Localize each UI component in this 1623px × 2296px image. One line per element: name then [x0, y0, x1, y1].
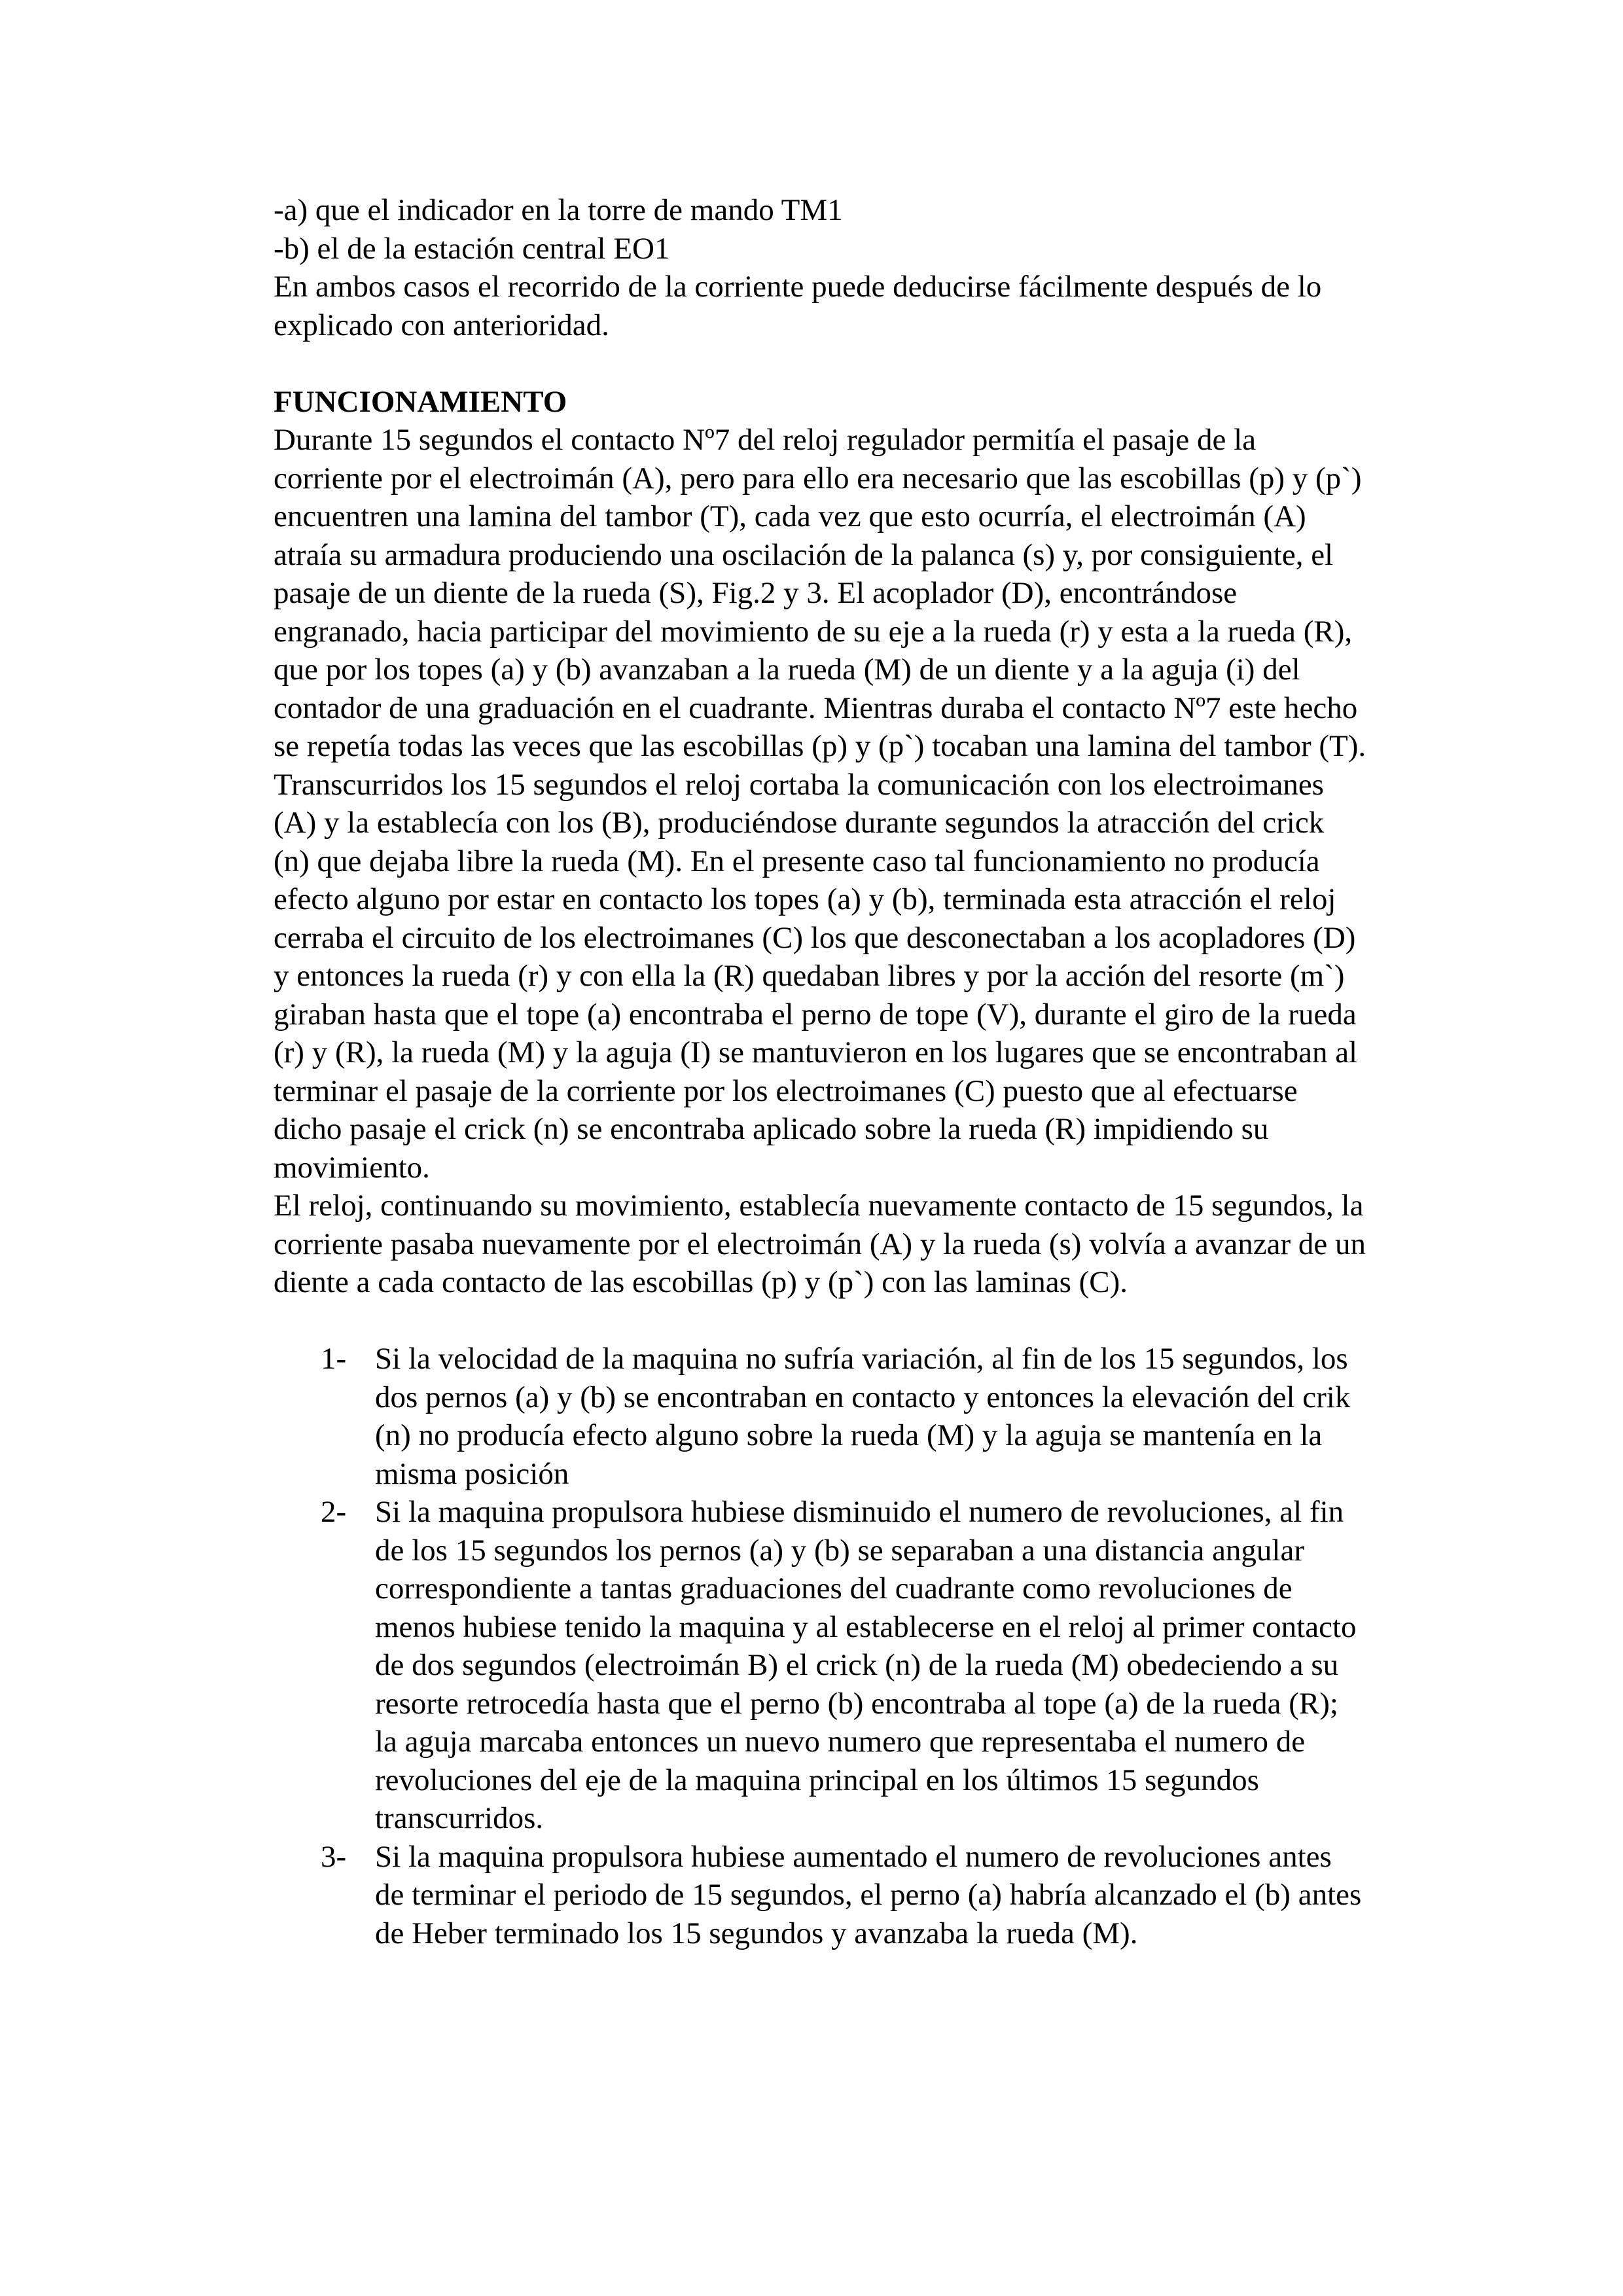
body-paragraph: El reloj, continuando su movimiento, establecía nuevamente contacto de 15 segundos, la corriente pasaba nuevamente por el electroimán (A) y la rueda (s) volvía a avanzar de un diente a cada contacto de las escobillas (p) y (p`) con las laminas (C).: [274, 1189, 1366, 1299]
list-item: [274, 1838, 1366, 1953]
list-item-text: Si la velocidad de la maquina no sufría variación, al fin de los 15 segundos, los dos pernos (a) y (b) se encontraban en contacto y entonces la elevación del crik (n) no producía efecto alguno sobre la rueda (M) y la aguja se mantenía en la misma posición: [375, 1342, 1351, 1491]
intro-line-b: -b) el de la estación central EO1: [274, 231, 670, 266]
list-item-text: Si la maquina propulsora hubiese disminuido el numero de revoluciones, al fin de los 15 segundos los pernos (a) y (b) se separaban a una distancia angular correspondiente a tantas graduaciones del cuadrante como revoluciones de menos hubiese tenido la maquina y al establecerse en el reloj al primer contacto de dos segundos (electroimán B) el crick (n) de la rueda (M) obedeciendo a su resorte retrocedía hasta que el perno (b) encontraba al tope (a) de la rueda (R); la aguja marcaba entonces un nuevo numero que representaba el numero de revoluciones del eje de la maquina principal en los últimos 15 segundos transcurridos.: [375, 1495, 1357, 1835]
intro-paragraph: En ambos casos el recorrido de la corriente puede deducirse fácilmente después de lo explicado con anterioridad.: [274, 270, 1322, 342]
list-item: [274, 1340, 1366, 1493]
document-page: [274, 191, 1366, 1952]
body-paragraph: Durante 15 segundos el contacto Nº7 del reloj regulador permitía el pasaje de la corriente por el electroimán (A), pero para ello era necesario que las escobillas (p) y (p`) encuentren una lamina del tambor (T), cada vez que esto ocurría, el electroimán (A) atraía su armadura produciendo una oscilación de la palanca (s) y, por consiguiente, el pasaje de un diente de la rueda (S), Fig.2 y 3. El acoplador (D), encontrándose engranado, hacia participar del movimiento de su eje a la rueda (r) y esta a la rueda (R), que por los topes (a) y (b) avanzaban a la rueda (M) de un diente y a la aguja (i) del contador de una graduación en el cuadrante. Mientras duraba el contacto Nº7 este hecho se repetía todas las veces que las escobillas (p) y (p`) tocaban una lamina del tambor (T).: [274, 423, 1366, 763]
intro-line-a: -a) que el indicador en la torre de mando TM1: [274, 193, 843, 227]
list-item-text: Si la maquina propulsora hubiese aumentado el numero de revoluciones antes de terminar el periodo de 15 segundos, el perno (a) habría alcanzado el (b) antes de Heber terminado los 15 segundos y avanzaba la rueda (M).: [375, 1839, 1362, 1950]
numbered-list: [274, 1340, 1366, 1952]
blank-line: [274, 344, 1366, 383]
list-item: [274, 1493, 1366, 1838]
section-heading: FUNCIONAMIENTO: [274, 384, 567, 419]
body-paragraph: Transcurridos los 15 segundos el reloj cortaba la comunicación con los electroimanes (A) y la establecía con los (B), produciéndose durante segundos la atracción del crick (n) que dejaba libre la rueda (M). En el presente caso tal funcionamiento no producía efecto alguno por estar en contacto los topes (a) y (b), terminada esta atracción el reloj cerraba el circuito de los electroimanes (C) los que desconectaban a los acopladores (D) y entonces la rueda (r) y con ella la (R) quedaban libres y por la acción del resorte (m`) giraban hasta que el tope (a) encontraba el perno de tope (V), durante el giro de la rueda (r) y (R), la rueda (M) y la aguja (I) se mantuvieron en los lugares que se encontraban al terminar el pasaje de la corriente por los electroimanes (C) puesto que al efectuarse dicho pasaje el crick (n) se encontraba aplicado sobre la rueda (R) impidiendo su movimiento.: [274, 767, 1358, 1185]
list-item-number: 1-: [321, 1342, 347, 1376]
list-item-number: 3-: [321, 1839, 347, 1874]
list-item-number: 2-: [321, 1495, 347, 1529]
